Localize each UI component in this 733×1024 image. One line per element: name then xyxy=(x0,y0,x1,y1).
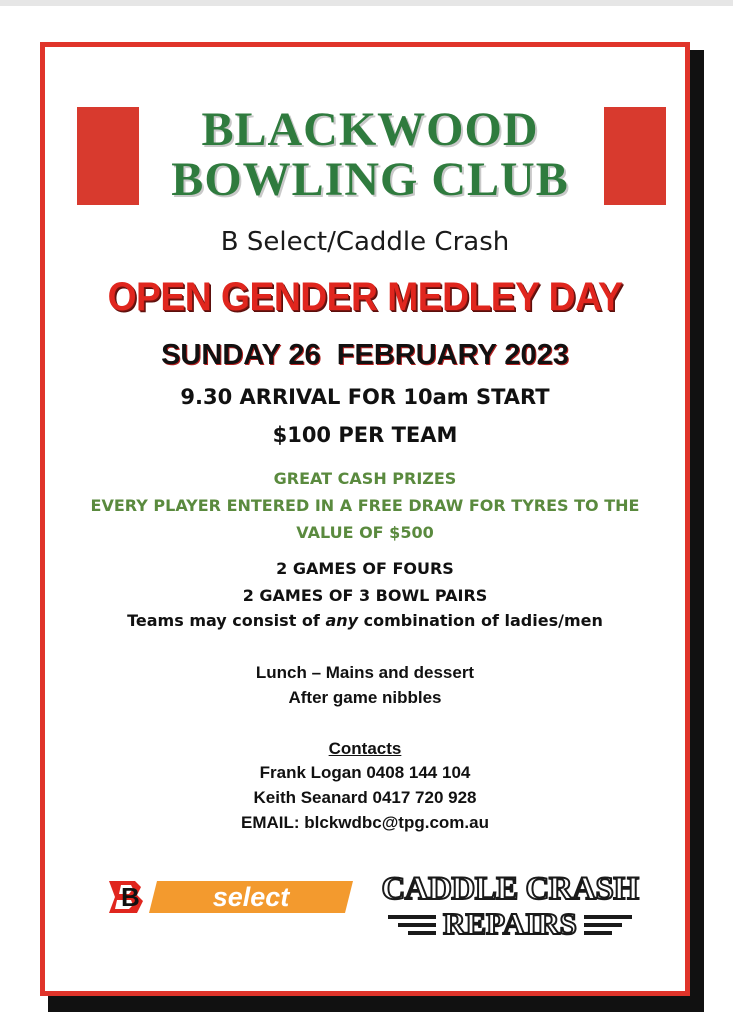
bridgestone-b-icon xyxy=(109,881,143,913)
bselect-mark-text: B xyxy=(121,882,140,912)
team-fee: $100 PER TEAM xyxy=(272,423,458,447)
games-pairs: 2 GAMES OF 3 BOWL PAIRS xyxy=(242,586,488,605)
logo-stripe xyxy=(584,931,612,935)
logo-stripe xyxy=(584,915,632,919)
event-date: SUNDAY 26 FEBRUARY 2023 xyxy=(161,339,569,371)
lunch-info: Lunch – Mains and dessert xyxy=(255,663,475,682)
club-title-line2: BOWLING CLUB xyxy=(171,153,569,206)
logo-stripe xyxy=(388,915,436,919)
caddle-crash-text: CADDLE CRASH xyxy=(381,871,639,907)
arrival-time: 9.30 ARRIVAL FOR 10am START xyxy=(180,385,550,409)
contacts-heading: Contacts xyxy=(328,739,402,758)
caddle-crash-logo xyxy=(370,871,650,943)
contact-frank: Frank Logan 0408 144 104 xyxy=(259,763,471,782)
event-title: OPEN GENDER MEDLEY DAY xyxy=(107,275,623,319)
tyre-draw: EVERY PLAYER ENTERED IN A FREE DRAW FOR TYRES TO THE VALUE OF $500 xyxy=(90,496,640,542)
sponsor-line: B Select/Caddle Crash xyxy=(220,227,510,257)
club-title-line1: BLACKWOOD xyxy=(201,103,539,156)
poster xyxy=(40,42,690,996)
logo-stripe xyxy=(398,923,436,927)
red-block-left xyxy=(77,107,139,205)
teams-note-start: Teams may consist of xyxy=(127,611,326,630)
cash-prizes: GREAT CASH PRIZES xyxy=(273,469,457,488)
teams-note xyxy=(45,607,685,634)
games-fours: 2 GAMES OF FOURS xyxy=(276,559,454,578)
club-title xyxy=(145,105,595,205)
contact-email: EMAIL: blckwdbc@tpg.com.au xyxy=(241,813,489,832)
teams-note-emphasis: any xyxy=(325,611,359,630)
logo-stripe xyxy=(584,923,622,927)
red-block-right xyxy=(604,107,666,205)
logo-stripe xyxy=(408,931,436,935)
repairs-text: REPAIRS xyxy=(443,906,577,941)
contact-keith: Keith Seanard 0417 720 928 xyxy=(253,788,477,807)
select-wordmark: select xyxy=(212,882,290,912)
top-bar xyxy=(0,0,733,6)
teams-note-end: combination of ladies/men xyxy=(358,611,603,630)
bselect-logo xyxy=(107,877,357,917)
nibbles-info: After game nibbles xyxy=(288,688,442,707)
